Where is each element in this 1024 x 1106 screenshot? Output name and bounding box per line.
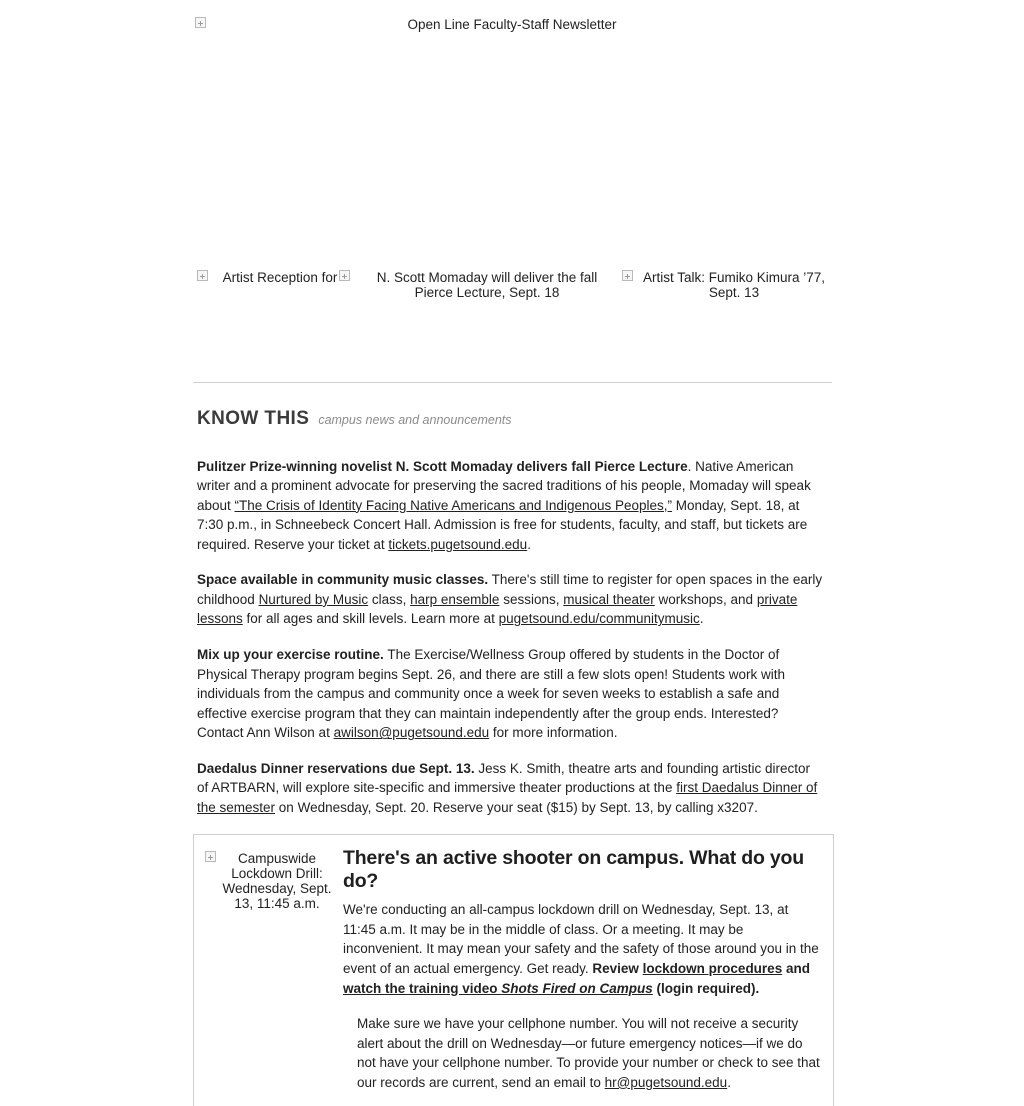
lockdown-drill-thumbnail[interactable] [205,847,333,912]
news-item-text: . Native American writer and a prominent advocate for preserving the sacred traditions of his people, Momaday will speak about [197,458,811,513]
page-title: Open Line Faculty-Staff Newsletter [407,17,617,32]
feature-strip [0,122,1024,382]
broken-image-icon [197,270,208,281]
news-item-lead: Mix up your exercise routine. [197,647,384,663]
news-item-text: There's still time to register for open spaces in the early childhood [197,572,823,607]
news-item-text: for all ages and skill levels. Learn more at [242,611,499,627]
lockdown-drill-and: and [782,961,810,977]
lockdown-drill-main [343,847,822,999]
link-tickets-pugetsound[interactable]: tickets.pugetsound.edu [388,536,528,552]
section-header [193,383,832,433]
lockdown-drill-text: Make sure we have your cellphone number. You will not receive a security alert about the drill on Wednesday—or future emergency notices—if we do not have your cellphone number. To provide your number or check to see that our records are current, send an email to [357,1016,820,1090]
news-item-text: The Exercise/Wellness Group offered by students in the Doctor of Physical Therapy program begins Sept. 26, and there are still a few slots open! Students work with individuals from the campus and community once a week for seven weeks to establish a safe and effective exercise program that they can maintain independently after the group ends. Interested? Contact Ann Wilson at [197,647,786,741]
news-item-text: sessions, [499,591,564,607]
content-column [193,382,832,1106]
news-item-text: . [699,611,704,627]
section-subtitle: campus news and announcements [318,413,512,427]
lockdown-drill-cellphone-note [205,1014,822,1092]
lockdown-drill-body [343,900,822,998]
news-item-exercise-routine [197,645,825,743]
news-item-music-classes [197,570,825,629]
lockdown-drill-top [205,847,822,999]
lockdown-drill-box [193,834,834,1106]
section-kicker: KNOW THIS [197,408,310,429]
link-training-video-title: Shots Fired on Campus [501,980,653,996]
feature-item-1[interactable] [197,270,347,285]
link-lockdown-procedures[interactable]: lockdown procedures [642,961,783,977]
link-awilson-email[interactable]: awilson@pugetsound.edu [333,725,490,741]
broken-image-icon [339,270,350,281]
news-items [193,457,825,818]
feature-caption: Artist Reception for [222,270,338,285]
lockdown-drill-login-note: (login required). [652,980,760,996]
link-harp-ensemble[interactable]: harp ensemble [410,591,500,607]
feature-item-2[interactable] [339,270,621,301]
news-item-text: class, [368,591,411,607]
masthead [0,0,1024,122]
news-item-text: workshops, and [654,591,757,607]
lockdown-drill-text: We're conducting an all-campus lockdown drill on Wednesday, Sept. 13, at 11:45 a.m. It may be in the middle of class. Or a meeting. It may be inconvenient. It may mean your safety and the safety of those around you in the event of an actual emergency. Get ready. [343,902,819,977]
link-hr-email[interactable]: hr@pugetsound.edu [604,1074,728,1090]
link-daedalus-dinner[interactable]: first Daedalus Dinner of the semester [197,780,818,815]
news-item-text: . [527,536,531,552]
news-item-text: for more information. [489,725,618,741]
news-item-lead: Daedalus Dinner reservations due Sept. 13. [197,760,475,776]
link-private-lessons[interactable]: private lessons [197,591,798,627]
link-training-video-text: watch the training video [343,980,502,996]
news-item-lead: Pulitzer Prize-winning novelist N. Scott Momaday delivers fall Pierce Lecture [197,458,688,474]
feature-caption: Artist Talk: Fumiko Kimura ’77, Sept. 13 [642,270,826,301]
lockdown-drill-review-label: Review [592,961,643,977]
lockdown-drill-text: . [727,1074,731,1090]
link-nurtured-by-music[interactable]: Nurtured by Music [258,591,369,607]
feature-item-3[interactable] [622,270,832,301]
news-item-daedalus-dinner [197,759,825,818]
news-item-momaday [197,457,825,555]
link-pierce-lecture-title[interactable]: “The Crisis of Identity Facing Native Americans and Indigenous Peoples,” [234,497,673,513]
broken-image-icon [622,270,633,281]
news-item-lead: Space available in community music classes. [197,572,489,588]
lockdown-drill-thumb-caption: Campuswide Lockdown Drill: Wednesday, Sept. 13, 11:45 a.m. [222,850,332,912]
link-musical-theater[interactable]: musical theater [563,591,655,607]
link-training-video[interactable] [343,981,653,996]
news-item-text: Monday, Sept. 18, at 7:30 p.m., in Schneebeck Concert Hall. Admission is free for students, faculty, and staff, but tickets are required. Reserve your ticket at [197,497,808,552]
feature-caption: N. Scott Momaday will deliver the fall Pierce Lecture, Sept. 18 [376,270,598,301]
news-item-text: on Wednesday, Sept. 20. Reserve your seat ($15) by Sept. 13, by calling x3207. [275,799,758,815]
news-item-text: Jess K. Smith, theatre arts and founding artistic director of ARTBARN, will explore site-specific and immersive theater productions at the [197,760,811,796]
lockdown-drill-title: There's an active shooter on campus. What do you do? [343,846,804,892]
link-communitymusic[interactable]: pugetsound.edu/communitymusic [498,611,700,627]
broken-image-icon [205,851,216,862]
